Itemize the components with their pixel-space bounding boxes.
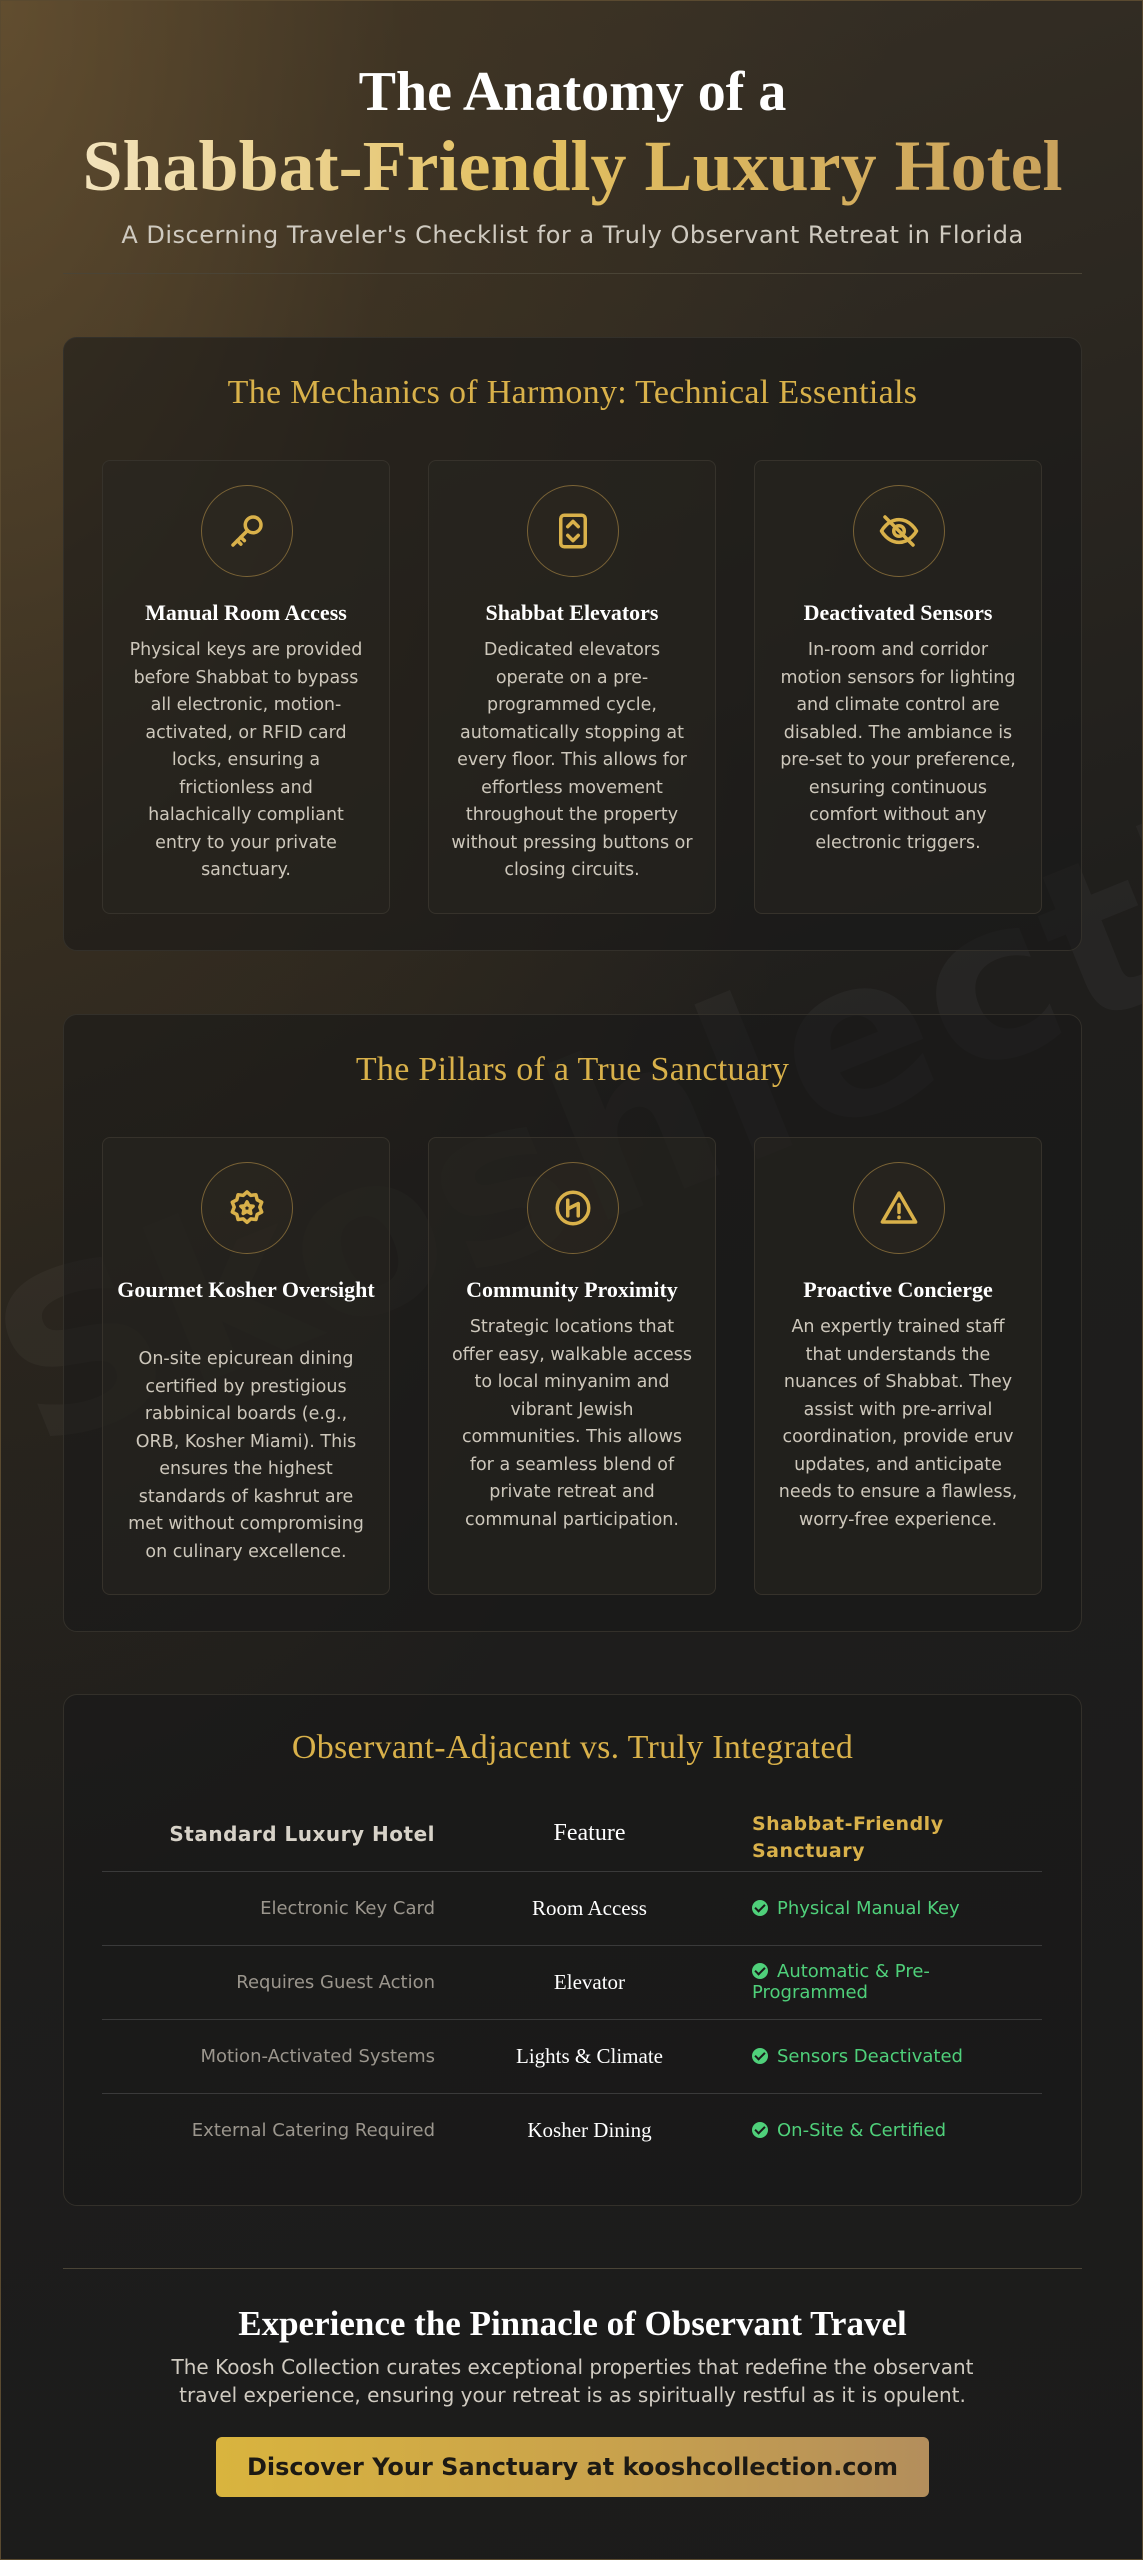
card-body: On-site epicurean dining certified by prestigious rabbinical boards (e.g., ORB, Kosher Miami). This ensures the highest standards of kashrut are met without compromising on culinary excellence. <box>128 1349 364 1562</box>
card-body: Physical keys are provided before Shabbat to bypass all electronic, motion-activated, or RFID card locks, ensuring a frictionless and halachically compliant entry to your private sanctuary. <box>129 640 363 880</box>
footer-divider <box>63 2268 1082 2269</box>
table-row <box>102 1945 1042 2019</box>
card-body: Dedicated elevators operate on a pre-programmed cycle, automatically stopping at every floor. This allows for effortless movement throughout the property without pressing buttons or closing circuits. <box>451 640 693 880</box>
footer-text: The Koosh Collection curates exceptional properties that redefine the observant travel experience, ensuring your retreat is as spiritually restful as it is opulent. <box>171 2355 974 2407</box>
card-title: Shabbat Elevators <box>485 600 659 625</box>
standard-cell: Requires Guest Action <box>102 1945 447 2019</box>
comparison-panel <box>63 1694 1082 2206</box>
page-subtitle: A Discerning Traveler's Checklist for a Truly Observant Retreat in Florida <box>121 221 1024 249</box>
key-icon <box>201 485 293 577</box>
sanctuary-cell <box>732 2093 1042 2167</box>
sanctuary-cell-text: Physical Manual Key <box>777 1897 960 1919</box>
comparison-panel-title: Observant-Adjacent vs. Truly Integrated <box>291 1729 854 1766</box>
pillars-panel-title: The Pillars of a True Sanctuary <box>355 1051 790 1088</box>
card-body: In-room and corridor motion sensors for lighting and climate control are disabled. The ambiance is pre-set to your preference, ensuring continuous comfort without any electronic triggers. <box>780 640 1016 853</box>
title-line-2: Shabbat-Friendly Luxury Hotel <box>63 125 1082 207</box>
page-header <box>63 59 1082 249</box>
card-title: Manual Room Access <box>145 600 347 625</box>
check-circle-icon <box>752 2048 768 2064</box>
card-title: Deactivated Sensors <box>803 600 993 625</box>
sanctuary-cell-text: Automatic & Pre-Programmed <box>752 1961 930 2003</box>
card-gourmet-kosher <box>102 1137 390 1595</box>
sanctuary-cell <box>732 1871 1042 1945</box>
card-shabbat-elevators <box>428 460 716 914</box>
sanctuary-cell-text: On-Site & Certified <box>777 2119 947 2141</box>
card-proactive-concierge <box>754 1137 1042 1595</box>
standard-cell: Electronic Key Card <box>102 1871 447 1945</box>
card-body: Strategic locations that offer easy, walkable access to local minyanim and vibrant Jewish communities. This allows for a seamless blend of private retreat and communal participation. <box>451 1317 693 1530</box>
sanctuary-cell <box>732 1945 1042 2019</box>
pillars-panel <box>63 1014 1082 1632</box>
card-community-proximity <box>428 1137 716 1595</box>
feature-cell: Room Access <box>447 1871 732 1945</box>
footer-title: Experience the Pinnacle of Observant Travel <box>238 2304 907 2343</box>
card-manual-room-access <box>102 460 390 914</box>
table-row <box>102 1871 1042 1945</box>
eye-off-icon <box>853 485 945 577</box>
table-header-row <box>102 1797 1042 1871</box>
feature-cell: Lights & Climate <box>447 2019 732 2093</box>
card-title: Community Proximity <box>466 1277 678 1302</box>
header-feature: Feature <box>553 1820 626 1847</box>
standard-cell: External Catering Required <box>102 2093 447 2167</box>
comparison-table <box>102 1797 1042 2167</box>
card-body: An expertly trained staff that understands the nuances of Shabbat. They assist with pre-arrival coordination, provide eruv updates, and anticipate needs to ensure a flawless, worry-free experience. <box>778 1317 1018 1530</box>
standard-cell: Motion-Activated Systems <box>102 2019 447 2093</box>
warning-triangle-icon <box>853 1162 945 1254</box>
header-divider <box>63 273 1082 274</box>
title-line-1: The Anatomy of a <box>358 61 787 123</box>
check-circle-icon <box>752 2122 768 2138</box>
star-badge-icon <box>201 1162 293 1254</box>
technical-panel-title: The Mechanics of Harmony: Technical Essentials <box>227 374 918 411</box>
discover-sanctuary-button[interactable]: Discover Your Sanctuary at kooshcollection.com <box>216 2437 929 2497</box>
table-row <box>102 2093 1042 2167</box>
feature-cell: Elevator <box>447 1945 732 2019</box>
check-circle-icon <box>752 1900 768 1916</box>
check-circle-icon <box>752 1963 768 1979</box>
sanctuary-cell-text: Sensors Deactivated <box>777 2045 963 2067</box>
sanctuary-cell <box>732 2019 1042 2093</box>
elevator-icon <box>527 485 619 577</box>
table-row <box>102 2019 1042 2093</box>
footer <box>63 2301 1082 2409</box>
card-title: Proactive Concierge <box>803 1277 993 1302</box>
card-deactivated-sensors <box>754 460 1042 914</box>
header-standard: Standard Luxury Hotel <box>169 1821 435 1846</box>
feature-cell: Kosher Dining <box>447 2093 732 2167</box>
community-icon <box>527 1162 619 1254</box>
card-title: Gourmet Kosher Oversight <box>117 1277 375 1302</box>
header-sanctuary: Shabbat-Friendly Sanctuary <box>752 1812 944 1862</box>
technical-essentials-panel <box>63 337 1082 951</box>
